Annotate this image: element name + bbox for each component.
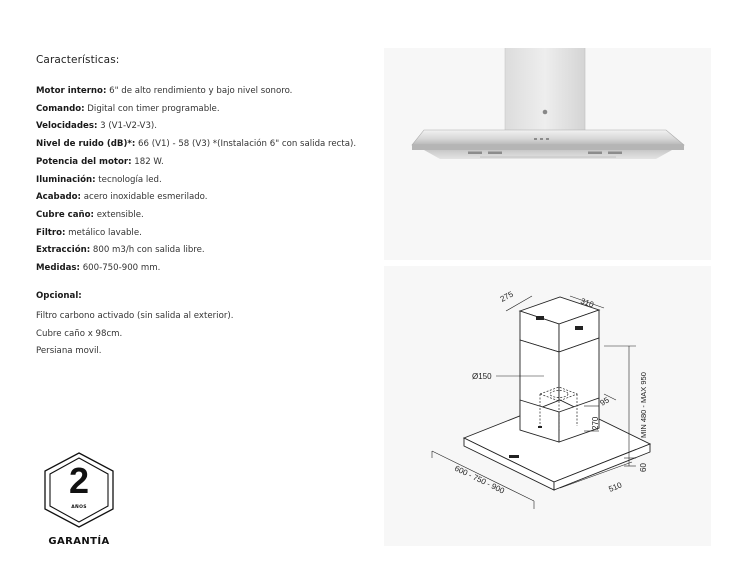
dim-270: 270: [591, 416, 600, 430]
optional-item: Persiana movil.: [36, 346, 102, 357]
optional-list: [36, 308, 233, 361]
dim-diameter: Ø150: [472, 372, 492, 381]
features-title: Características:: [36, 54, 120, 66]
spec-chimney: Cubre caño: extensible.: [36, 209, 144, 220]
dim-95: 95: [598, 395, 611, 408]
optional-title: Opcional:: [36, 291, 82, 301]
dim-height: MIN 480 - MAX 950: [639, 372, 648, 438]
spec-power: Potencia del motor: 182 W.: [36, 156, 164, 167]
product-photo: [384, 48, 711, 260]
spec-extraction: Extracción: 800 m3/h con salida libre.: [36, 245, 205, 256]
optional-item: Filtro carbono activado (sin salida al exterior).: [36, 311, 234, 321]
warranty-years-label: AÑOS: [71, 505, 87, 510]
dim-depth: 510: [607, 480, 624, 494]
optional-item: Cubre caño x 98cm.: [36, 328, 123, 339]
warranty-label: GARANTÍA: [48, 536, 110, 547]
features-list: [36, 83, 386, 278]
spec-motor: Motor interno: 6" de alto rendimiento y bajo nivel sonoro.: [36, 86, 293, 96]
dim-top-right: 310: [579, 296, 595, 310]
dim-thickness: 60: [639, 463, 648, 472]
spec-noise: Nivel de ruido (dB)*: 66 (V1) - 58 (V3) *(Instalación 6" con salida recta).: [36, 139, 357, 150]
range-hood-illustration: [384, 48, 711, 260]
dim-width: 600 - 750 - 900: [453, 463, 506, 496]
dimension-diagram: [384, 266, 711, 546]
warranty-badge: [40, 450, 118, 550]
spec-filter: Filtro: metálico lavable.: [36, 227, 142, 238]
spec-lighting: Iluminación: tecnología led.: [36, 174, 162, 185]
spec-speeds: Velocidades: 3 (V1-V2-V3).: [36, 121, 157, 132]
spec-finish: Acabado: acero inoxidable esmerilado.: [36, 192, 208, 203]
warranty-years: 2: [68, 460, 90, 501]
spec-sizes: Medidas: 600-750-900 mm.: [36, 263, 161, 274]
spec-command: Comando: Digital con timer programable.: [36, 103, 220, 114]
dim-top-left: 275: [498, 289, 515, 304]
